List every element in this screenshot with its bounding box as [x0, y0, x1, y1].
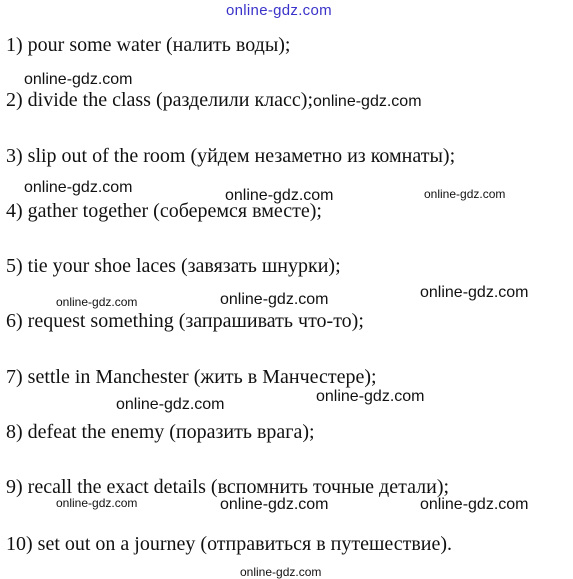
english-phrase: 9) recall the exact details: [6, 476, 206, 498]
english-phrase: 8) defeat the enemy: [6, 421, 165, 443]
header-watermark: online-gdz.com: [226, 2, 332, 19]
watermark: online-gdz.com: [220, 496, 329, 513]
russian-translation: (завязать шнурки);: [180, 255, 341, 277]
list-item: [6, 199, 322, 223]
list-item: [6, 309, 364, 333]
english-phrase: 1) pour some water: [6, 34, 161, 56]
english-phrase: 10) set out on a journey: [6, 533, 196, 555]
english-phrase: 3) slip out of the room: [6, 145, 186, 167]
russian-translation: (разделили класс);: [155, 89, 314, 111]
russian-translation: (отправиться в путешествие).: [200, 533, 453, 555]
watermark: online-gdz.com: [424, 187, 506, 201]
inline-watermark: online-gdz.com: [313, 93, 422, 110]
watermark: online-gdz.com: [116, 396, 225, 413]
watermark: online-gdz.com: [316, 388, 425, 405]
list-item: [6, 365, 377, 389]
russian-translation: (запрашивать что-то);: [178, 310, 364, 332]
english-phrase: 2) divide the class: [6, 89, 151, 111]
english-phrase: 4) gather together: [6, 200, 149, 222]
russian-translation: (налить воды);: [165, 34, 291, 56]
english-phrase: 6) request something: [6, 310, 174, 332]
watermark: online-gdz.com: [420, 496, 529, 513]
watermark: online-gdz.com: [24, 179, 133, 196]
watermark: online-gdz.com: [56, 295, 138, 309]
russian-translation: (уйдем незаметно из комнаты);: [190, 145, 456, 167]
list-item: [6, 420, 315, 444]
list-item: [6, 144, 455, 168]
watermark: online-gdz.com: [24, 71, 133, 88]
watermark: online-gdz.com: [225, 187, 334, 204]
watermark: online-gdz.com: [240, 565, 322, 579]
watermark: online-gdz.com: [56, 496, 138, 510]
list-item: [6, 88, 422, 114]
english-phrase: 5) tie your shoe laces: [6, 255, 176, 277]
russian-translation: (соберемся вместе);: [153, 200, 322, 222]
list-item: [6, 33, 290, 57]
russian-translation: (жить в Манчестере);: [193, 366, 377, 388]
watermark: online-gdz.com: [220, 291, 329, 308]
english-phrase: 7) settle in Manchester: [6, 366, 189, 388]
list-item: [6, 254, 341, 278]
list-item: [6, 532, 452, 556]
watermark: online-gdz.com: [420, 284, 529, 301]
russian-translation: (вспомнить точные детали);: [210, 476, 450, 498]
russian-translation: (поразить врага);: [169, 421, 315, 443]
